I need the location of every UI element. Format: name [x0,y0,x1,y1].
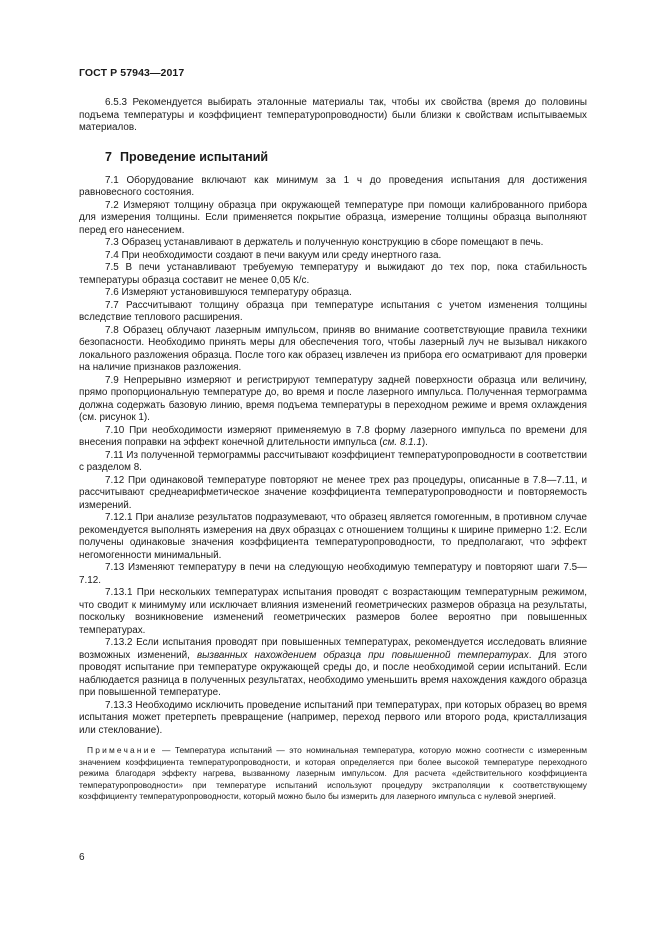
paragraph-7-10-text: 7.10 При необходимости измеряют применяемую в 7.8 форму лазерного импульса по времени для внесения поправки на эффект конечной длительности импульса ( [79,424,587,448]
paragraph-7-9: 7.9 Непрерывно измеряют и регистрируют температуру задней поверхности образца или величину, прямо пропорциональную температуре до, во время и после лазерного импульса. Полученная термограмма должна содержать базовую линию, время подъема температуры в переходном режиме и время охлаждения (см. рисунок 1). [79,374,587,423]
paragraph-7-8: 7.8 Образец облучают лазерным импульсом, приняв во внимание соответствующие правила техники безопасности. Необходимо принять меры для обеспечения того, чтобы лазерный луч не вызывал никакого локального разложения образца. После того как образец извлечен из прибора его осматривают для проверки на наличие признаков разложения. [79,324,587,373]
paragraph-7-13-1: 7.13.1 При нескольких температурах испытания проводят с возрастающим температурным режимом, что сводит к минимуму или исключает влияния изменений геометрических размеров образца на результаты, поскольку возникновение изменений геометрических размеров более вероятно при повышенных температурах. [79,587,587,636]
paragraph-6-5-3: 6.5.3 Рекомендуется выбирать эталонные материалы так, чтобы их свойства (время до половины подъема температуры и коэффициент температуропроводности) были близки к свойствам испытываемых материалов. [79,97,587,133]
paragraph-7-3: 7.3 Образец устанавливают в держатель и полученную конструкцию в сборе помещают в печь. [105,237,544,248]
paragraph-7-13: 7.13 Изменяют температуру в печи на следующую необходимую температуру и повторяют шаги 7.5—7.12. [79,562,587,586]
page-number: 6 [79,852,85,863]
paragraph-7-12-1: 7.12.1 При анализе результатов подразумевают, что образец является гомогенным, в противном случае рекомендуется выполнять измерения на двух образцах с отношением толщины к ширине примерно 1:2. Если получены одинаковые значения коэффициента температуропроводности, то предполагают, что эффект негомогенности минимальный. [79,512,587,561]
paragraph-7-13-2-italic: вызванных нахождением образца при повышенной температурах [196,649,529,661]
reference-8-1-1: см. 8.1.1 [382,437,422,448]
paragraph-7-13-2 [79,637,587,700]
paragraph-7-10-end: ). [421,437,428,448]
paragraph-7-12: 7.12 При одинаковой температуре повторяют не менее трех раз процедуры, описанные в 7.8—7.11, и рассчитывают среднеарифметическое значение коэффициента температуропроводности и повторяемость измерений. [79,474,587,511]
section-title: Проведение испытаний [119,149,269,164]
section-heading [105,149,587,165]
document-header: ГОСТ Р 57943—2017 [79,67,185,79]
paragraph-7-11: 7.11 Из полученной термограммы рассчитывают коэффициент температуропроводности в соответствии с разделом 8. [79,449,587,473]
paragraph-7-7: 7.7 Рассчитывают толщину образца при температуре испытания с учетом изменения толщины вследствие теплового расширения. [79,299,587,323]
section-number: 7 [105,149,112,164]
note-text: — Температура испытаний — это номинальная температура, которую можно соотнести с измеренным значением коэффициента температуропроводности, и которая определяется при более высокой температуре переходного режима благодаря эффекту нагрева, вызванному лазерным импульсом. Для расчета «действительного коэффициента температуропроводности» при температуре испытаний используют процедуру экстраполяции к соответствующему коэффициенту температуропроводности, который можно было бы измерить для лазерного импульса с нулевой энергией. [79,745,587,802]
paragraph-7-1: 7.1 Оборудование включают как минимум за 1 ч до проведения испытания для достижения равновесного состояния. [79,174,587,198]
note [79,745,587,803]
paragraph-7-5: 7.5 В печи устанавливают требуемую температуру и выжидают до тех пор, пока стабильность температуры образца составит не менее 0,05 К/с. [79,262,587,286]
document-body [79,97,587,811]
paragraph-7-13-3: 7.13.3 Необходимо исключить проведение испытаний при температурах, при которых образец во время испытания может претерпеть превращение (например, переход первого или второго рода, кристаллизация или стеклование). [79,699,587,736]
paragraph-7-13-2-text: 7.13.2 Если испытания проводят при повышенных температурах, рекомендуется исследовать влияние возможных изменений, [79,637,587,661]
paragraph-7-6: 7.6 Измеряют установившуюся температуру образца. [105,287,352,298]
paragraph-7-13-2-end: . Для этого проводят испытание при температуре окружающей среды до, и после необходимой серии испытаний. Если наблюдается разница в полученных результатах, необходимо уменьшить время нахождения каждого образца при повышенной температуре. [79,649,587,698]
note-label: Примечание [87,745,158,755]
paragraph-7-2: 7.2 Измеряют толщину образца при окружающей температуре при помощи калиброванного прибора для измерения толщины. Если применяется покрытие образца, измерение толщины образца выполняют перед его нанесением. [79,199,587,236]
paragraph-7-4: 7.4 При необходимости создают в печи вакуум или среду инертного газа. [105,249,442,261]
paragraph-7-10 [79,425,587,450]
